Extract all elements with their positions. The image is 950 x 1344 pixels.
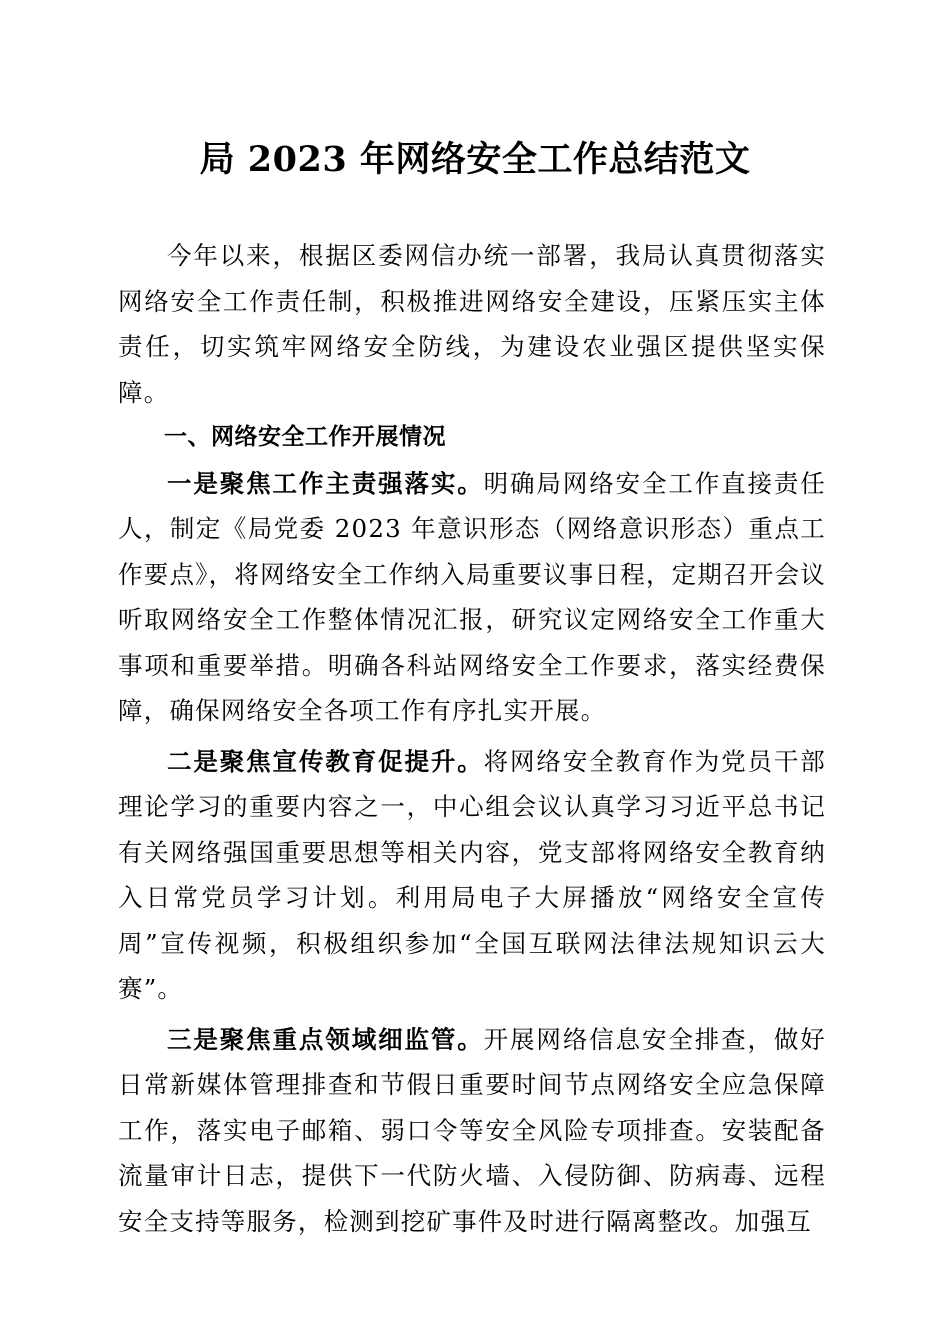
document-body: [118, 233, 826, 1244]
paragraph-text: 将网络安全教育作为党员干部理论学习的重要内容之一，中心组会议认真学习习近平总书记有关网络强国重要思想等相关内容，党支部将网络安全教育纳入日常党员学习计划。利用局电子大屏播放“网络安全宣传周”宣传视频，积极组织参加“全国互联网法律法规知识云大赛”。: [118, 746, 826, 1003]
paragraph-lead: 一是聚焦工作主责强落实。: [167, 468, 484, 498]
paragraph-item-1: [118, 461, 826, 734]
paragraph-text: 开展网络信息安全排查，做好日常新媒体管理排查和节假日重要时间节点网络安全应急保障工作，落实电子邮箱、弱口令等安全风险专项排查。安装配备流量审计日志，提供下一代防火墙、入侵防御、防病毒、远程安全支持等服务，检测到挖矿事件及时进行隔离整改。加强互: [118, 1024, 826, 1236]
intro-paragraph: 今年以来，根据区委网信办统一部署，我局认真贯彻落实网络安全工作责任制，积极推进网络安全建设，压紧压实主体责任，切实筑牢网络安全防线，为建设农业强区提供坚实保障。: [118, 241, 826, 407]
paragraph-lead: 二是聚焦宣传教育促提升。: [167, 746, 484, 776]
paragraph-lead: 三是聚焦重点领域细监管。: [167, 1024, 484, 1054]
paragraph-text: 明确局网络安全工作直接责任人，制定《局党委 2023 年意识形态（网络意识形态）重点工作要点》，将网络安全工作纳入局重要议事日程，定期召开会议听取网络安全工作整体情况汇报，研究议定网络安全工作重大事项和重要举措。明确各科站网络安全工作要求，落实经费保障，确保网络安全各项工作有序扎实开展。: [118, 468, 826, 725]
section-heading: 一、网络安全工作开展情况: [164, 424, 446, 450]
document-title: 局 2023 年网络安全工作总结范文: [199, 139, 751, 180]
paragraph-item-2: [118, 739, 826, 1012]
paragraph-item-3: [118, 1017, 826, 1245]
